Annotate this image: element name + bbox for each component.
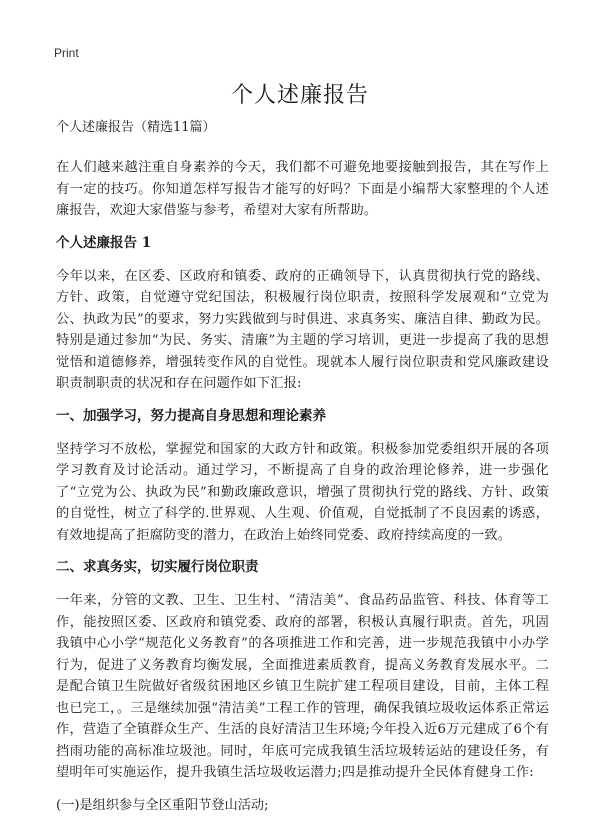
document-subtitle: 个人述廉报告（精选11篇）: [56, 120, 216, 135]
document-body: [56, 118, 549, 816]
section2-heading: 二、求真务实，切实履行岗位职责: [56, 559, 259, 575]
print-link[interactable]: Print: [54, 46, 79, 60]
intro-paragraph: 在人们越来越注重自身素养的今天，我们都不可避免地要接触到报告，其在写作上有一定的技巧。你知道怎样写报告才能写的好吗？下面是小编帮大家整理的个人述廉报告，欢迎大家借鉴与参考，希望对大家有所帮助。: [56, 160, 549, 218]
list-item-1: (一)是组织参与全区重阳节登山活动;: [56, 797, 269, 813]
section1-heading: 一、加强学习，努力提高自身思想和理论素养: [56, 407, 326, 424]
section1-paragraph: 坚持学习不放松，掌握党和国家的大政方针和政策。积极参加党委组织开展的各项学习教育及讨论活动。通过学习，不断提高了自身的政治理论修养，进一步强化了“立党为公、执政为民”和勤政廉政意识，增强了贯彻执行党的路线、方针、政策的自觉性，树立了科学的.世界观、人生观、价值观，自觉抵制了不良因素的诱惑，有效地提高了拒腐防变的潜力，在政治上始终同党委、政府持续高度的一致。: [56, 441, 549, 543]
report-intro-paragraph: 今年以来，在区委、区政府和镇委、政府的正确领导下，认真贯彻执行党的路线、方针、政策，自觉遵守党纪国法，积极履行岗位职责，按照科学发展观和“立党为公、执政为民”的要求，努力实践做到与时俱进、求真务实、廉洁自律、勤政为民。特别是通过参加“为民、务实、清廉”为主题的学习培训，更进一步提高了我的思想觉悟和道德修养，增强转变作风的自觉性。现就本人履行岗位职责和党风廉政建设职责制职责的状况和存在问题作如下汇报:: [56, 268, 549, 391]
page-title: 个人述廉报告: [230, 83, 369, 108]
section2-paragraph: 一年来，分管的文教、卫生、卫生村、“清洁美”、食品药品监管、科技、体育等工作，能按照区委、区政府和镇党委、政府的部署，积极认真履行职责。首先，巩固我镇中心小学“规范化义务教育”的各项推进工作和完善，进一步规范我镇中小办学行为，促进了义务教育均衡发展，全面推进素质教育，提高义务教育发展水平。二是配合镇卫生院做好省级贫困地区乡镇卫生院扩建工程项目建设，目前，主体工程也已完工，。三是继续加强“清洁美”工程工作的管理，确保我镇垃圾收运体系正常运作，营造了全镇群众生产、生活的良好清洁卫生环境;今年投入近6万元建成了6个有挡雨功能的高标准垃圾池。同时，年底可完成我镇生活垃圾转运站的建设任务，有望明年可实施运作，提升我镇生活垃圾收运潜力;四是推动提升全民体育健身工作:: [56, 593, 549, 780]
report-heading: 个人述廉报告 1: [56, 234, 152, 251]
